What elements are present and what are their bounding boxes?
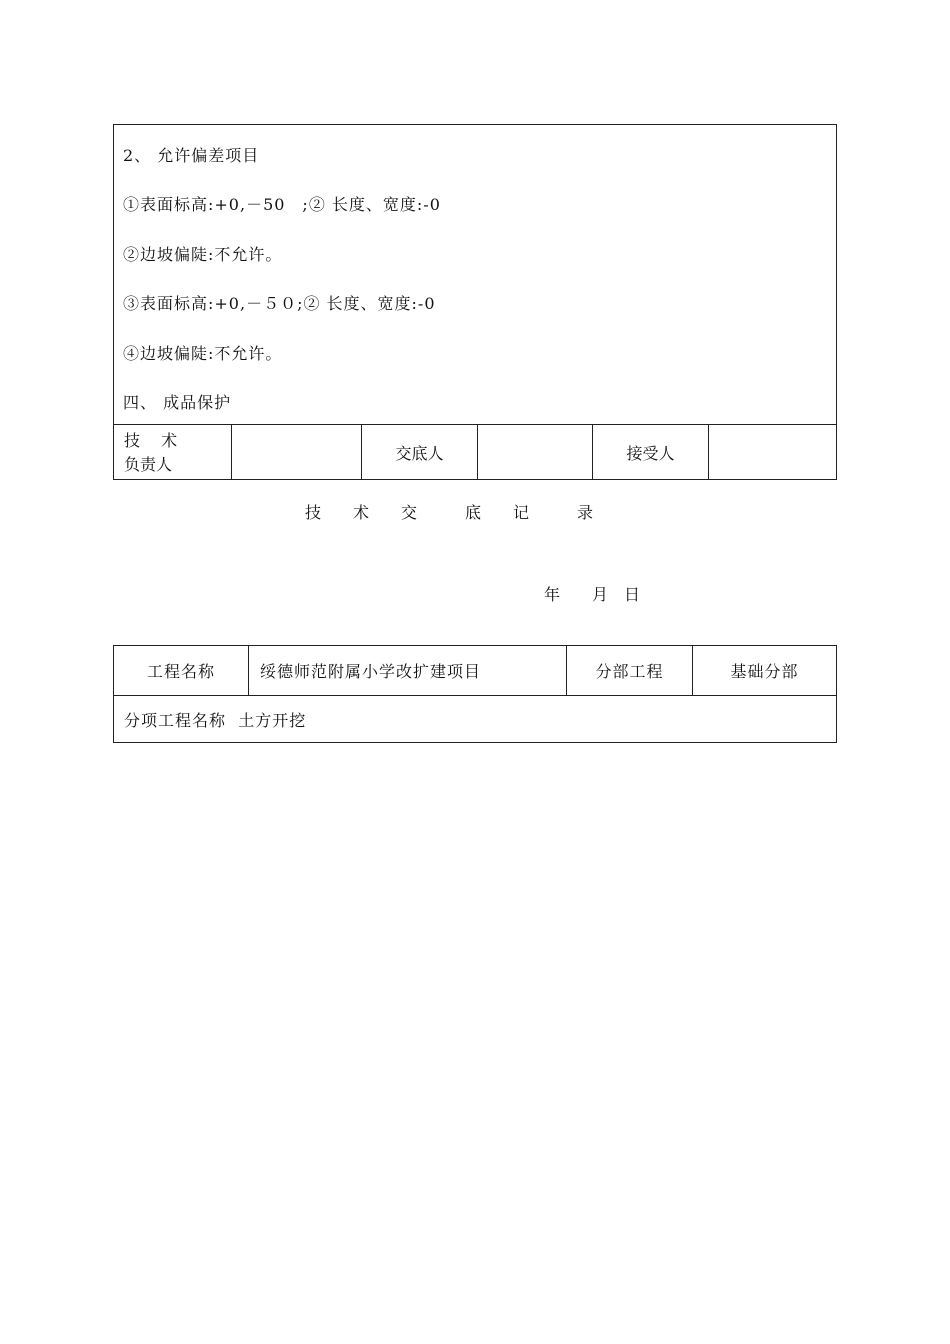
deviation-line-4: ④边坡偏陡:不允许。 [123, 344, 283, 363]
subitem-row [124, 708, 306, 731]
project-name-label: 工程名称 [114, 646, 249, 695]
project-name-value: 绥德师范附属小学改扩建项目 [249, 646, 567, 695]
deviation-heading: 2、 允许偏差项目 [123, 146, 260, 165]
deviation-line-2: ②边坡偏陡:不允许。 [123, 245, 283, 264]
product-protection-heading: 四、 成品保护 [123, 393, 232, 412]
record-title: 技 术 交 底 记 录 [305, 503, 594, 522]
receiver-label: 接受人 [593, 425, 709, 480]
presenter-value[interactable] [478, 425, 593, 480]
deviation-section-box [113, 124, 837, 480]
division-label: 分部工程 [567, 646, 693, 695]
tech-responsible-label: 技 术 负责人 [124, 431, 178, 474]
subitem-label: 分项工程名称 [124, 711, 227, 730]
subitem-value: 土方开挖 [238, 711, 307, 730]
signature-row [114, 424, 836, 480]
date-line: 年 月 日 [544, 585, 641, 604]
deviation-line-1: ①表面标高:+0,－50 ;② 长度、宽度:-0 [123, 195, 441, 214]
tech-responsible-label-cell [114, 425, 232, 480]
presenter-label: 交底人 [362, 425, 478, 480]
deviation-line-3: ③表面标高:+0,－５０;② 长度、宽度:-0 [123, 294, 436, 313]
division-value: 基础分部 [730, 662, 799, 681]
project-info-table [113, 645, 837, 743]
project-info-row [114, 646, 836, 696]
receiver-value[interactable] [709, 425, 836, 480]
tech-responsible-value[interactable] [232, 425, 362, 480]
